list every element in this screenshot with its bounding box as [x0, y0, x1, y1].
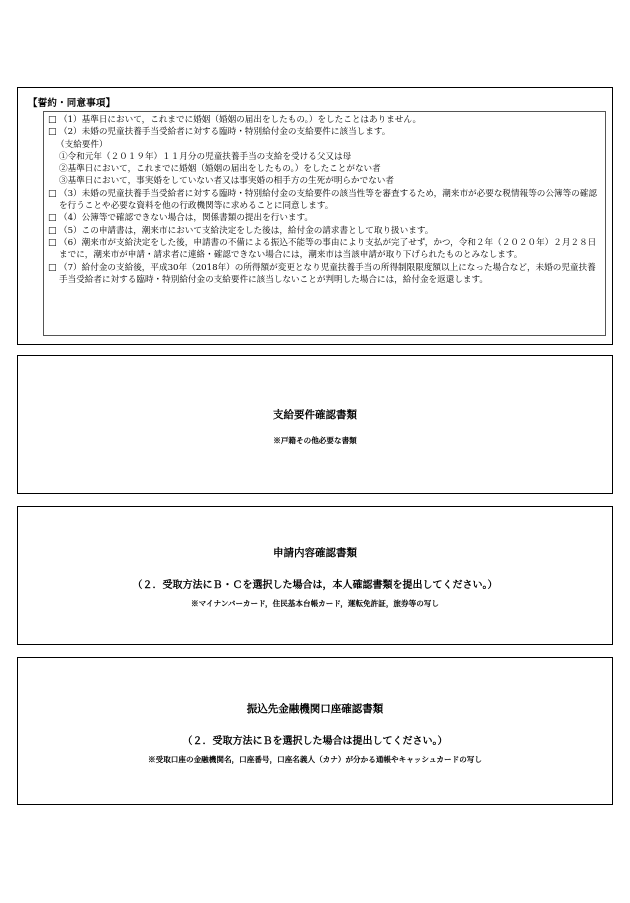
application-documents-title: 申請内容確認書類 — [273, 547, 357, 559]
eligibility-documents-note: ※戸籍その他必要な書類 — [273, 436, 357, 445]
eligibility-documents-section — [17, 355, 613, 494]
requirement-item: ②基準日において，これまでに婚姻（婚姻の届出をしたもの。）をしたことがない者 — [59, 164, 381, 175]
pledge-item-2 — [48, 126, 601, 138]
checkbox-icon[interactable]: □ — [48, 115, 57, 125]
application-documents-section — [17, 506, 613, 645]
checkbox-icon[interactable]: □ — [48, 188, 57, 199]
bank-documents-title: 振込先金融機関口座確認書類 — [246, 703, 384, 715]
bank-documents-section — [17, 657, 613, 805]
checkbox-icon[interactable]: □ — [48, 213, 57, 224]
eligibility-documents-title: 支給要件確認書類 — [273, 409, 357, 421]
checkbox-icon[interactable]: □ — [48, 225, 57, 236]
pledge-item-text: （2）未婚の児童扶養手当受給者に対する臨時・特別給付金の支給要件に該当します。 — [59, 127, 391, 138]
pledge-item-text: （4）公簿等で確認できない場合は，関係書類の提出を行います。 — [59, 213, 313, 224]
checkbox-icon[interactable]: □ — [48, 127, 57, 138]
pledge-item-text: （1）基準日において，これまでに婚姻（婚姻の届出をしたもの。）をしたことはありません。 — [59, 115, 422, 125]
pledge-item-text: （7）給付金の支給後，平成30年（2018年）の所得額が変更となり児童扶養手当の所得制限限度額以上になった場合など，未婚の児童扶養手当受給者に対する臨時・特別給付金の支給要件に該当しないことが判明した場合には，給付金を返還します。 — [59, 262, 596, 285]
checkbox-icon[interactable]: □ — [48, 262, 57, 273]
application-documents-note: ※マイナンバーカード，住民基本台帳カード，運転免許証，旅券等の写し — [190, 599, 439, 608]
application-documents-instruction: （２．受取方法にＢ・Ｃを選択した場合は，本人確認書類を提出してください。） — [132, 580, 498, 591]
pledge-item-3 — [48, 188, 601, 213]
pledge-header: 【誓約・同意事項】 — [28, 98, 116, 109]
pledge-items-box — [43, 111, 606, 336]
pledge-item-6 — [48, 237, 601, 262]
pledge-item-text: （3）未婚の児童扶養手当受給者に対する臨時・特別給付金の支給要件の該当性等を審査するため，潮来市が必要な税情報等の公簿等の確認を行うことや必要な資料を他の行政機関等に求めることに同意します。 — [59, 188, 597, 212]
pledge-item-7 — [48, 262, 601, 287]
pledge-item-1 — [48, 114, 601, 126]
requirement-item: ③基準日において，事実婚をしていない者又は事実婚の相手方の生死が明らかでない者 — [59, 176, 394, 187]
checkbox-icon[interactable]: □ — [48, 237, 57, 248]
requirements-heading: （支給要件） — [56, 139, 108, 150]
pledge-item-text: （5）この申請書は，潮来市において支給決定をした後は，給付金の請求書として取り扱います。 — [59, 225, 434, 236]
pledge-item-4 — [48, 212, 601, 224]
bank-documents-note: ※受取口座の金融機関名，口座番号，口座名義人（カナ）が分かる通帳やキャッシュカードの写し — [148, 755, 482, 764]
requirement-item: ①令和元年（２０１９年）１１月分の児童扶養手当の支給を受ける父又は母 — [59, 151, 352, 162]
pledge-item-text: （6）潮来市が支給決定をした後，申請書の不備による振込不能等の事由により支払が完了せず，かつ，令和２年（２０２０年）２月２８日までに，潮来市が申請・請求者に連絡・確認できない場合には，潮来市は当該申請が取り下げられたものとみなします。 — [59, 237, 597, 261]
bank-documents-instruction: （２．受取方法にＢを選択した場合は提出してください。） — [182, 736, 448, 747]
pledge-item-5 — [48, 225, 601, 237]
pledge-section — [17, 87, 613, 345]
